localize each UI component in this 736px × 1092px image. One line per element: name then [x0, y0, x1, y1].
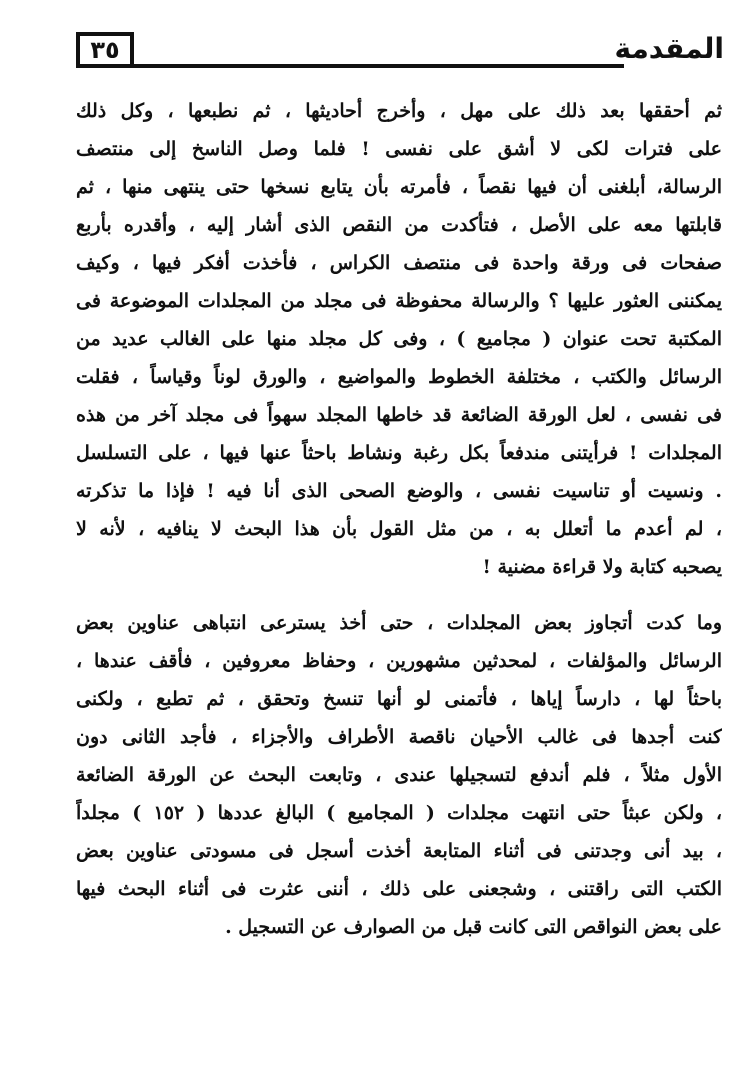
body-text	[76, 92, 722, 946]
text-line: الرسائل والمؤلفات ، لمحدثين مشهورين ، وحفاظ معروفين ، فأقف عندها ،	[76, 650, 722, 672]
text-line: المكتبة تحت عنوان ( مجاميع ) ، وفى كل مجلد منها على الغالب عديد من	[76, 328, 722, 350]
text-line: باحثاً لها ، دارساً إياها ، فأتمنى لو أنها تنسخ وتحقق ، ثم تطبع ، ولكنى	[76, 688, 722, 710]
text-line: على بعض النواقص التى كانت قبل من الصوارف عن التسجيل .	[225, 916, 722, 938]
text-line: يصحبه كتابة ولا قراءة مضنية !	[482, 556, 722, 578]
text-line: ثم أحققها بعد ذلك على مهل ، وأخرج أحاديثها ، ثم نطبعها ، وكل ذلك	[76, 100, 722, 122]
text-line: يمكننى العثور عليها ؟ والرسالة محفوظة فى مجلد من المجلدات الموضوعة فى	[76, 290, 722, 312]
paragraph-gap	[76, 586, 722, 604]
text-line: ، لم أعدم ما أتعلل به ، من مثل القول بأن هذا البحث لا ينافيه ، لأنه لا	[76, 518, 722, 540]
text-line: قابلتها معه على الأصل ، فتأكدت من النقص الذى أشار إليه ، وأقدره بأربع	[76, 214, 722, 236]
text-line: الكتب التى راقتنى ، وشجعنى على ذلك ، أننى عثرت فى أثناء البحث فيها	[76, 878, 722, 900]
text-line: ، بيد أنى وجدتنى فى أثناء المتابعة أخذت أسجل فى مسودتى عناوين بعض	[76, 840, 722, 862]
header-rule	[134, 64, 624, 68]
text-line: ، ولكن عبثاً حتى انتهت مجلدات ( المجاميع ) البالغ عددها ( ١٥٢ ) مجلداً	[76, 802, 722, 824]
text-line: فى نفسى ، لعل الورقة الضائعة قد خاطها المجلد سهواً فى مجلد آخر من هذه	[76, 404, 722, 426]
text-line: الرسالة، أبلغنى أن فيها نقصاً ، فأمرته بأن يتابع نسخها حتى ينتهى منها ، ثم	[76, 176, 722, 198]
text-line: على فترات لكى لا أشق على نفسى ! فلما وصل الناسخ إلى منتصف	[76, 138, 722, 160]
text-line: الأول مثلاً ، فلم أندفع لتسجيلها عندى ، وتابعت البحث عن الورقة الضائعة	[76, 764, 722, 786]
text-line: المجلدات ! فرأيتنى مندفعاً بكل رغبة ونشاط باحثاً عنها فيها ، على التسلسل	[76, 442, 722, 464]
paragraph-2	[76, 604, 722, 946]
text-line: وما كدت أتجاوز بعض المجلدات ، حتى أخذ يسترعى انتباهى عناوين بعض	[76, 612, 722, 634]
page-header	[72, 28, 724, 78]
text-line: الرسائل والكتب ، مختلفة الخطوط والمواضيع ، والورق لوناً وقياساً ، فقلت	[76, 366, 722, 388]
running-title: المقدمة	[614, 32, 724, 65]
text-line: . ونسيت أو تناسيت نفسى ، والوضع الصحى الذى أنا فيه ! فإذا ما تذكرته	[76, 480, 722, 502]
text-line: صفحات فى ورقة واحدة فى منتصف الكراس ، فأخذت أفكر فيها ، وكيف	[76, 252, 722, 274]
page-number: ٣٥	[76, 32, 134, 68]
paragraph-1	[76, 92, 722, 586]
text-line: كنت أجدها فى غالب الأحيان ناقصة الأطراف والأجزاء ، فأجد الثانى دون	[76, 726, 722, 748]
